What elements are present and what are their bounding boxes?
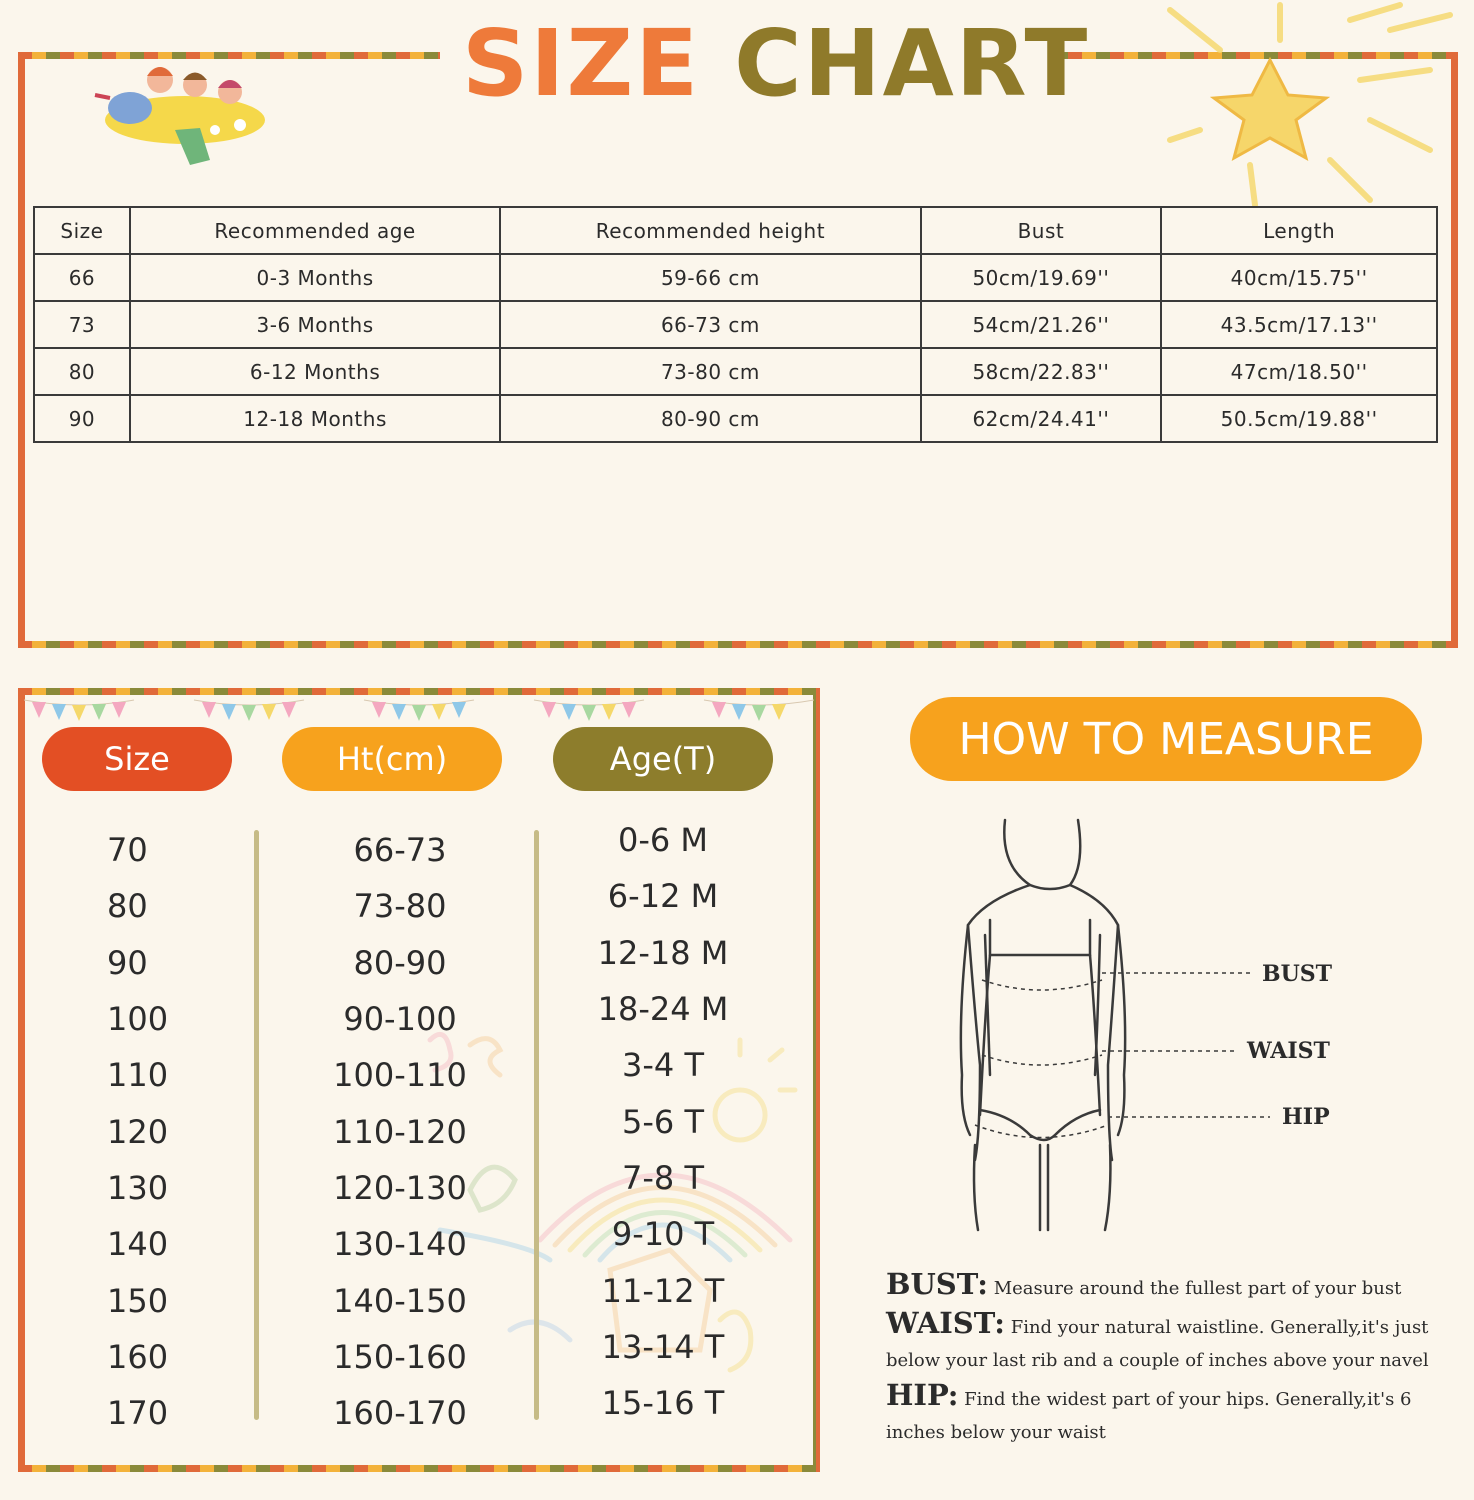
size-list-column bbox=[107, 822, 247, 1441]
hip-instruction-key: HIP: bbox=[886, 1378, 959, 1412]
list-item: 90 bbox=[107, 943, 148, 982]
size-table-header-row bbox=[34, 207, 1437, 254]
bust-instruction-key: BUST: bbox=[886, 1267, 988, 1301]
cell-bust: 54cm/21.26'' bbox=[921, 301, 1162, 348]
list-item: 66-73 bbox=[353, 831, 447, 870]
cell-size: 80 bbox=[34, 348, 130, 395]
cell-size: 73 bbox=[34, 301, 130, 348]
hip-instruction-text: Find the widest part of your hips. Generally,it's 6 inches below your waist bbox=[886, 1389, 1412, 1443]
cell-bust: 50cm/19.69'' bbox=[921, 254, 1162, 301]
cell-age: 3-6 Months bbox=[130, 301, 500, 348]
table-row bbox=[34, 395, 1437, 442]
title-word-chart: CHART bbox=[734, 10, 1090, 117]
list-item: 9-10 T bbox=[611, 1215, 715, 1254]
cell-length: 47cm/18.50'' bbox=[1161, 348, 1437, 395]
list-item: 170 bbox=[107, 1394, 169, 1433]
header-size: Size bbox=[34, 207, 130, 254]
list-item: 5-6 T bbox=[622, 1102, 704, 1141]
body-measure-figure bbox=[940, 815, 1340, 1245]
age-column-header: Age(T) bbox=[553, 727, 773, 791]
list-item: 0-6 M bbox=[617, 821, 709, 860]
list-item: 100-110 bbox=[333, 1056, 467, 1095]
column-divider bbox=[534, 830, 539, 1420]
hip-instruction bbox=[886, 1379, 1446, 1449]
column-divider bbox=[254, 830, 259, 1420]
size-column-header: Size bbox=[42, 727, 232, 791]
cell-bust: 58cm/22.83'' bbox=[921, 348, 1162, 395]
waist-label: WAIST bbox=[1247, 1038, 1330, 1064]
header-length: Length bbox=[1161, 207, 1437, 254]
header-recommended-age: Recommended age bbox=[130, 207, 500, 254]
list-item: 80 bbox=[107, 887, 148, 926]
list-item: 130-140 bbox=[333, 1225, 467, 1264]
list-item: 7-8 T bbox=[622, 1158, 704, 1197]
list-item: 6-12 M bbox=[607, 877, 719, 916]
list-item: 3-4 T bbox=[622, 1046, 704, 1085]
header-recommended-height: Recommended height bbox=[500, 207, 920, 254]
list-item: 110 bbox=[107, 1056, 169, 1095]
header-bust: Bust bbox=[921, 207, 1162, 254]
waist-instruction bbox=[886, 1307, 1446, 1377]
measure-instructions bbox=[886, 1268, 1446, 1451]
cell-age: 6-12 Months bbox=[130, 348, 500, 395]
cell-age: 0-3 Months bbox=[130, 254, 500, 301]
height-column-header: Ht(cm) bbox=[282, 727, 502, 791]
list-item: 12-18 M bbox=[597, 933, 729, 972]
cell-height: 59-66 cm bbox=[500, 254, 920, 301]
list-item: 150 bbox=[107, 1281, 169, 1320]
list-item: 18-24 M bbox=[597, 990, 729, 1029]
list-item: 15-16 T bbox=[601, 1384, 725, 1423]
cell-bust: 62cm/24.41'' bbox=[921, 395, 1162, 442]
cell-length: 43.5cm/17.13'' bbox=[1161, 301, 1437, 348]
list-item: 100 bbox=[107, 1000, 169, 1039]
cell-size: 90 bbox=[34, 395, 130, 442]
table-row bbox=[34, 348, 1437, 395]
list-item: 130 bbox=[107, 1168, 169, 1207]
list-item: 140 bbox=[107, 1225, 169, 1264]
cell-height: 66-73 cm bbox=[500, 301, 920, 348]
bunting-decoration bbox=[24, 696, 814, 726]
star-illustration bbox=[1130, 0, 1470, 210]
cell-height: 80-90 cm bbox=[500, 395, 920, 442]
list-item: 140-150 bbox=[333, 1281, 467, 1320]
how-to-measure-title: HOW TO MEASURE bbox=[910, 697, 1422, 781]
table-row bbox=[34, 254, 1437, 301]
size-table bbox=[33, 206, 1438, 443]
cell-age: 12-18 Months bbox=[130, 395, 500, 442]
bust-instruction bbox=[886, 1268, 1446, 1305]
cell-length: 40cm/15.75'' bbox=[1161, 254, 1437, 301]
list-item: 160-170 bbox=[333, 1394, 467, 1433]
list-item: 120-130 bbox=[333, 1168, 467, 1207]
list-item: 73-80 bbox=[353, 887, 447, 926]
waist-instruction-key: WAIST: bbox=[886, 1306, 1005, 1340]
list-item: 70 bbox=[107, 831, 148, 870]
age-list-column bbox=[563, 812, 763, 1431]
list-item: 13-14 T bbox=[601, 1327, 725, 1366]
table-row bbox=[34, 301, 1437, 348]
bust-label: BUST bbox=[1262, 961, 1333, 987]
bust-instruction-text: Measure around the fullest part of your bust bbox=[988, 1278, 1402, 1299]
list-item: 160 bbox=[107, 1337, 169, 1376]
page-title bbox=[462, 10, 1090, 117]
list-item: 80-90 bbox=[353, 943, 447, 982]
cell-height: 73-80 cm bbox=[500, 348, 920, 395]
hip-label: HIP bbox=[1282, 1104, 1330, 1130]
list-item: 11-12 T bbox=[601, 1271, 725, 1310]
cell-length: 50.5cm/19.88'' bbox=[1161, 395, 1437, 442]
list-item: 110-120 bbox=[333, 1112, 467, 1151]
list-item: 90-100 bbox=[343, 1000, 457, 1039]
airplane-kids-illustration bbox=[90, 50, 280, 170]
title-word-size: SIZE bbox=[462, 10, 701, 117]
height-list-column bbox=[300, 822, 500, 1441]
list-item: 120 bbox=[107, 1112, 169, 1151]
list-item: 150-160 bbox=[333, 1337, 467, 1376]
waist-instruction-text: Find your natural waistline. Generally,it's just below your last rib and a couple of inches above your navel bbox=[886, 1317, 1429, 1371]
cell-size: 66 bbox=[34, 254, 130, 301]
